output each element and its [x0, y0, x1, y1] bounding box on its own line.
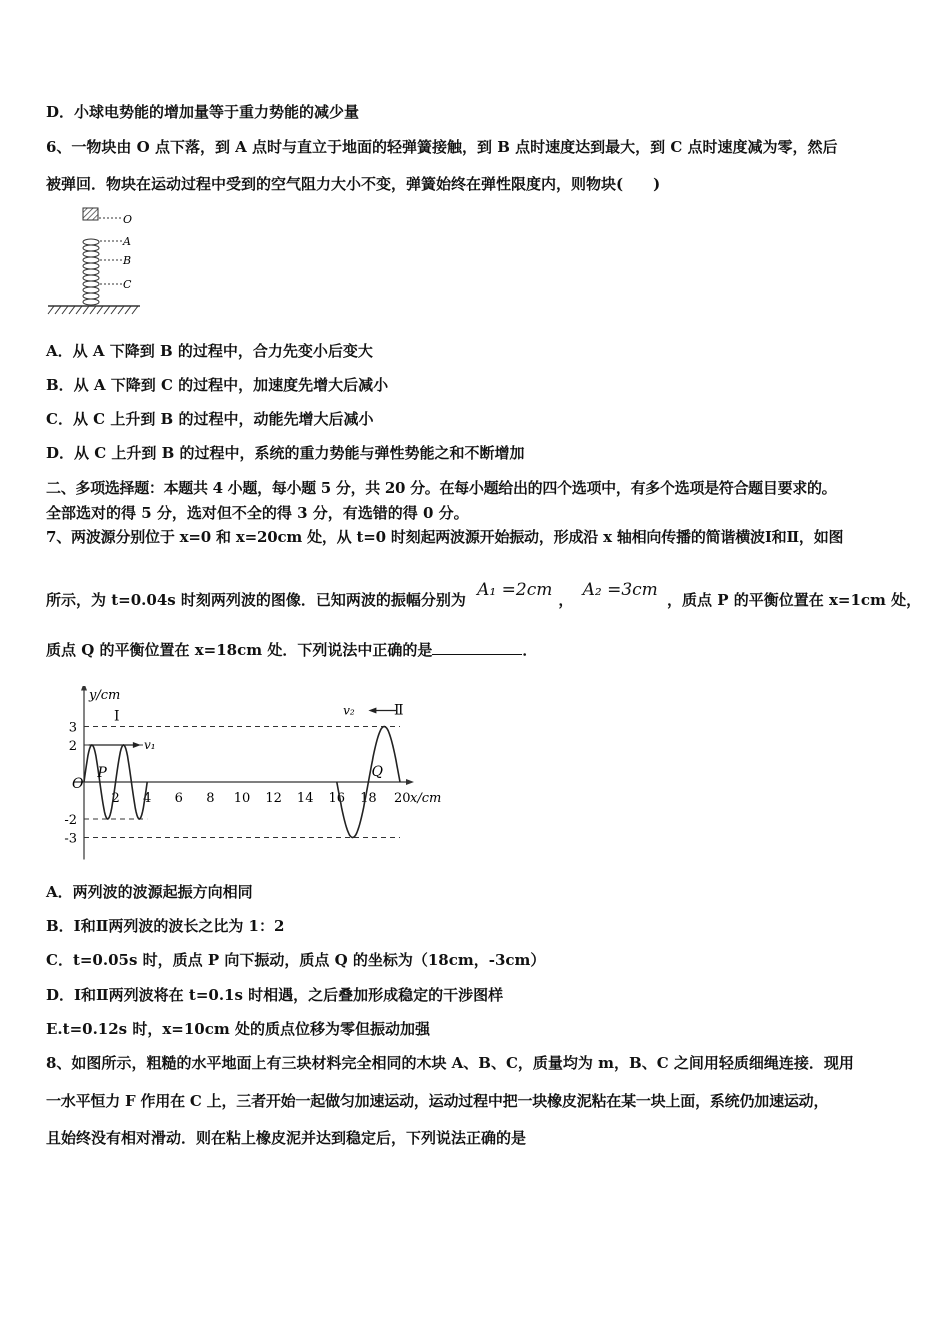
q7-stem-line2a: 所示，为 t=0.04s 时刻两列波的图像．已知两波的振幅分别为 — [46, 591, 466, 609]
amplitude-2: A₂ =3cm — [582, 580, 658, 600]
wave-2-label: Ⅱ — [394, 702, 404, 719]
label-b: B — [123, 254, 132, 267]
origin-label: O — [72, 776, 84, 792]
q7-stem-line3: 质点 Q 的平衡位置在 x=18cm 处．下列说法中正确的是 ． — [46, 641, 538, 659]
answer-blank — [432, 640, 522, 655]
x-tick-label: 18 — [360, 791, 377, 806]
y-tick-label: -2 — [64, 813, 77, 828]
q8-stem-line1: 8、如图所示，粗糙的水平地面上有三块材料完全相同的木块 A、B、C，质量均为 m，B、C 之间用轻质细绳连接．现用 — [46, 1054, 854, 1072]
x-tick-label: 4 — [143, 791, 152, 806]
q7-stem-line2: 所示，为 t=0.04s 时刻两列波的图像．已知两波的振幅分别为 A₁ =2cm ， A₂ =3cm ，质点 P 的平衡位置在 x=1cm 处， — [46, 580, 922, 609]
q6-option-b: B．从 A 下降到 C 的过程中，加速度先增大后减小 — [46, 376, 389, 394]
amplitude-1: A₁ =2cm — [477, 580, 553, 600]
point-q-label: Q — [371, 764, 384, 780]
wave-1-arrowhead — [133, 742, 141, 748]
label-a: A — [123, 235, 131, 248]
x-tick-label: 20 — [394, 791, 411, 806]
label-o: O — [123, 213, 133, 226]
q7-stem-line2b: ，质点 P 的平衡位置在 x=1cm 处， — [667, 591, 922, 609]
x-tick-label: 16 — [328, 791, 346, 806]
q7-stem-line1: 7、两波源分别位于 x=0 和 x=20cm 处，从 t=0 时刻起两波源开始振动，形成沿 x 轴相向传播的简谐横波Ⅰ和Ⅱ，如图 — [46, 528, 844, 546]
q7-option-e: E.t=0.12s 时，x=10cm 处的质点位移为零但振动加强 — [46, 1020, 430, 1038]
q7-option-a: A．两列波的波源起振方向相同 — [46, 883, 253, 901]
x-tick-label: 10 — [233, 791, 251, 806]
wave-chart — [56, 686, 466, 862]
q6-option-c: C．从 C 上升到 B 的过程中，动能先增大后减小 — [46, 410, 374, 428]
x-tick-label: 8 — [206, 791, 215, 806]
wave-2-velocity-label: v₂ — [343, 703, 355, 718]
x-tick-label: 12 — [265, 791, 282, 806]
q7-option-c: C．t=0.05s 时，质点 P 向下振动，质点 Q 的坐标为（18cm，-3cm） — [46, 951, 546, 969]
q7-option-b: B．Ⅰ和Ⅱ两列波的波长之比为 1：2 — [46, 917, 285, 935]
y-tick-label: 3 — [68, 720, 77, 736]
y-tick-label: -3 — [64, 831, 77, 847]
y-tick-label: 2 — [68, 739, 77, 754]
section2-line2: 全部选对的得 5 分，选对但不全的得 3 分，有选错的得 0 分。 — [46, 504, 469, 522]
x-axis-label: x/cm — [410, 791, 442, 806]
wave-1-velocity-label: v₁ — [144, 738, 156, 752]
q6-stem-line1: 6、一物块由 O 点下落，到 A 点时与直立于地面的轻弹簧接触，到 B 点时速度达到最大，到 C 点时速度减为零，然后 — [46, 138, 838, 156]
y-axis-label: y/cm — [89, 688, 121, 703]
section2-line1: 二、多项选择题：本题共 4 小题，每小题 5 分，共 20 分。在每小题给出的四个选项中，有多个选项是符合题目要求的。 — [46, 479, 837, 497]
block — [83, 208, 98, 220]
q7-stem-line3-text: 质点 Q 的平衡位置在 x=18cm 处．下列说法中正确的是 — [46, 641, 433, 659]
q8-stem-line3: 且始终没有相对滑动．则在粘上橡皮泥并达到稳定后，下列说法正确的是 — [46, 1129, 527, 1147]
point-p-label: P — [97, 765, 107, 781]
q7-option-d: D．Ⅰ和Ⅱ两列波将在 t=0.1s 时相遇，之后叠加形成稳定的干涉图样 — [46, 986, 504, 1004]
q6-spring-figure — [44, 200, 154, 318]
x-tick-label: 6 — [174, 791, 183, 806]
label-c: C — [123, 278, 132, 291]
q6-option-d: D．从 C 上升到 B 的过程中，系统的重力势能与弹性势能之和不断增加 — [46, 444, 525, 462]
spring — [83, 239, 99, 305]
y-axis-arrow — [81, 686, 87, 691]
wave-2-arrowhead — [368, 708, 376, 714]
q6-stem-line2: 被弹回．物块在运动过程中受到的空气阻力大小不变，弹簧始终在弹性限度内，则物块( ) — [46, 175, 661, 193]
q5-option-d: D．小球电势能的增加量等于重力势能的减少量 — [46, 103, 360, 121]
x-tick-label: 14 — [296, 791, 314, 806]
q6-option-a: A．从 A 下降到 B 的过程中，合力先变小后变大 — [46, 342, 373, 360]
q8-stem-line2: 一水平恒力 F 作用在 C 上，三者开始一起做匀加速运动，运动过程中把一块橡皮泥粘在某一块上面，系统仍加速运动， — [46, 1092, 829, 1110]
wave-1-label: Ⅰ — [114, 708, 120, 725]
x-axis-arrow — [406, 779, 414, 785]
x-tick-label: 2 — [111, 791, 120, 806]
